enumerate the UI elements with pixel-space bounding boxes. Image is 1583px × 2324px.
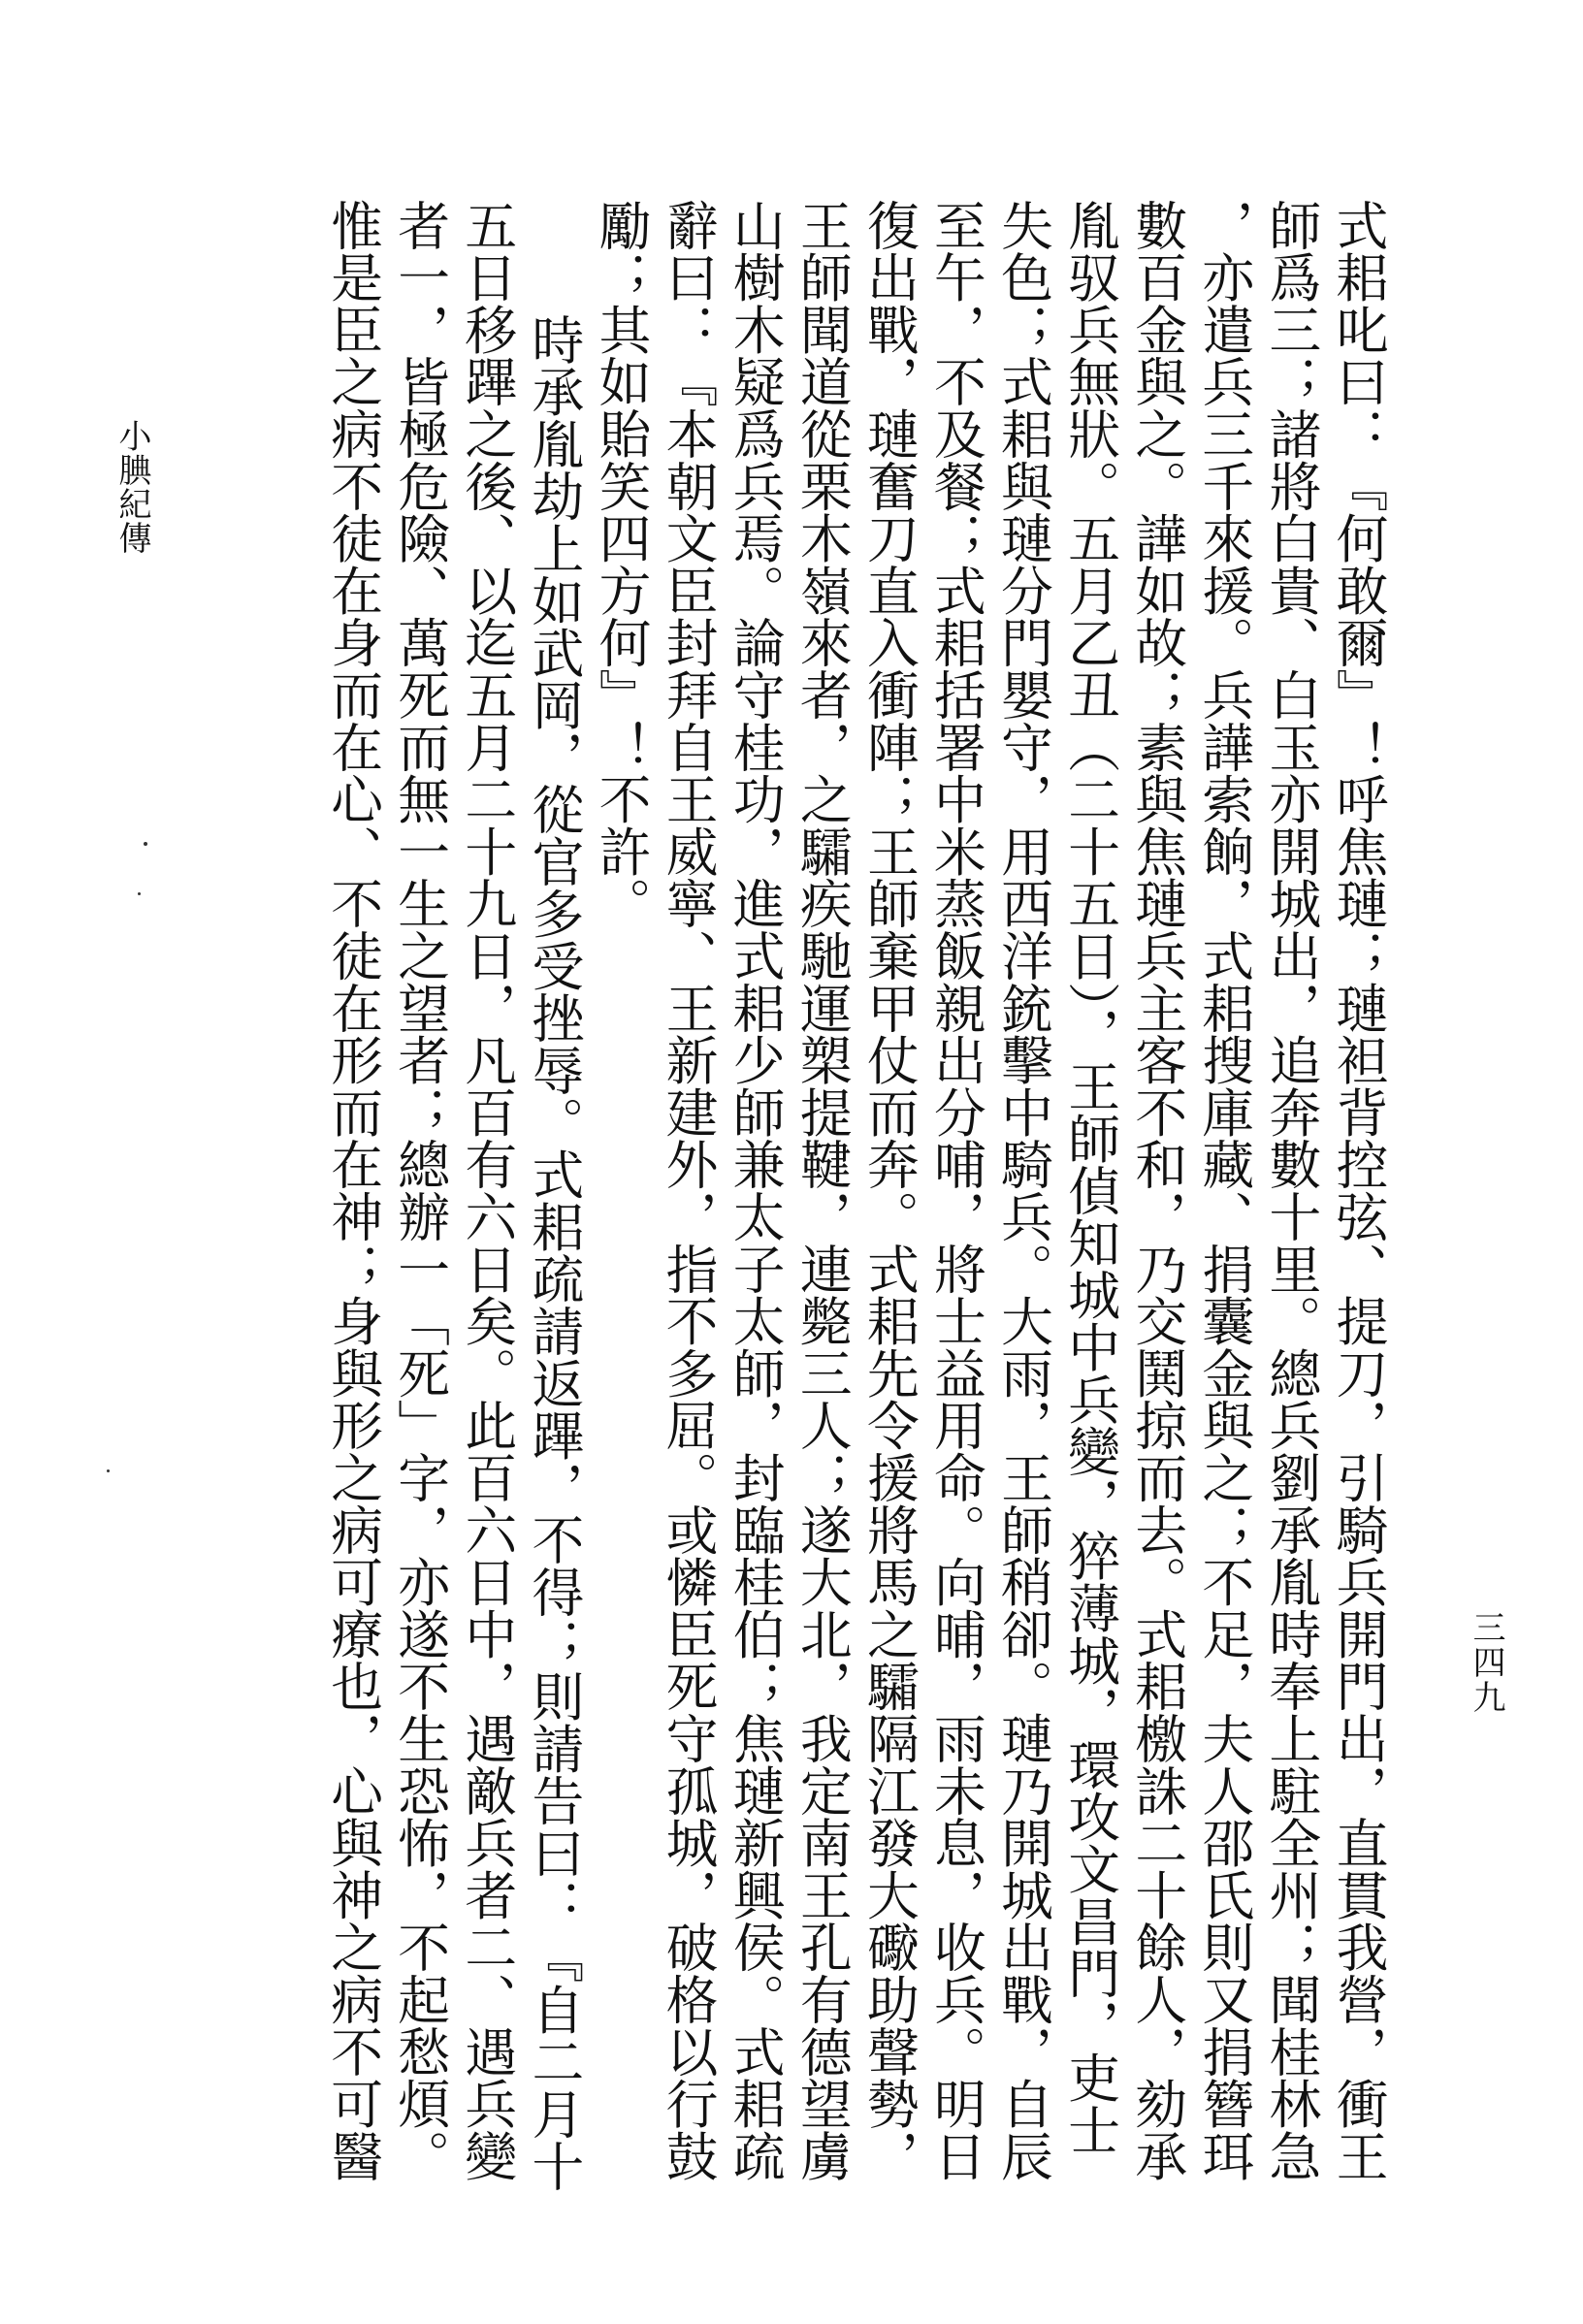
text-column-3: ，亦遣兵三千來援。兵譁索餉，式耜搜庫藏、捐囊金與之；不足，夫人邵氏則又捐簪珥 bbox=[1193, 199, 1255, 2182]
text-column-2: 師爲三；諸將白貴、白玉亦開城出，追奔數十里。總兵劉承胤時奉上駐全州；聞桂林急 bbox=[1260, 199, 1322, 2182]
text-column-13-paragraph-start: 時承胤劫上如武岡，從官多受挫辱。式耜疏請返蹕，不得；則請告曰：『自二月十 bbox=[523, 313, 585, 2193]
text-column-11: 辭曰：『本朝文臣封拜自王威寧、王新建外，指不多屈。或憐臣死守孤城，破格以行鼓 bbox=[658, 199, 720, 2182]
main-text-block bbox=[322, 199, 1389, 2193]
running-title: 小腆紀傳 bbox=[113, 419, 151, 555]
text-column-10: 山樹木疑爲兵焉。論守桂功，進式耜少師兼太子太師，封臨桂伯；焦璉新興侯。式耜疏 bbox=[725, 199, 787, 2182]
text-column-9: 王師聞道從栗木嶺來者，之驦疾馳運槊提鞬，連斃三人；遂大北，我定南王孔有德望虜 bbox=[792, 199, 854, 2182]
page-number: 三四九 bbox=[1467, 1610, 1505, 1715]
text-column-8: 復出戰，璉奮刀直入衝陣；王師棄甲仗而奔。式耜先令援將馬之驦隔江發大礮助聲勢， bbox=[858, 199, 921, 2182]
text-column-5: 胤驭兵無狀。五月乙丑（二十五日），王師偵知城中兵變，猝薄城，環攻文昌門，吏士 bbox=[1059, 199, 1121, 2156]
print-speck bbox=[144, 842, 147, 846]
text-column-6: 失色；式耜與璉分門嬰守，用西洋銃擊中騎兵。大雨，王師稍卻。璉乃開城出戰，自辰 bbox=[992, 199, 1054, 2182]
text-column-16: 惟是臣之病不徒在身而在心、不徒在形而在神；身與形之病可療也，心與神之病不可醫 bbox=[322, 199, 384, 2182]
text-column-4: 數百金與之。譁如故；素與焦璉兵主客不和，乃交鬨掠而去。式耜檄誅二十餘人，劾承 bbox=[1126, 199, 1188, 2182]
text-column-14: 五日移蹕之後、以迄五月二十九日，凡百有六日矣。此百六日中，遇敵兵者二、遇兵變 bbox=[456, 199, 518, 2182]
print-speck bbox=[138, 892, 141, 895]
text-column-12: 勵；其如貽笑四方何』！不許。 bbox=[590, 199, 652, 930]
print-speck bbox=[107, 1469, 110, 1472]
text-column-7: 至午，不及餐；式耜括署中米蒸飯親出分哺，將士益用命。向晡，雨未息，收兵。明日 bbox=[925, 199, 987, 2182]
text-column-15: 者一，皆極危險、萬死而無一生之望者；總辦一「死」字，亦遂不生恐怖，不起愁煩。 bbox=[389, 199, 451, 2182]
text-column-1: 式耜叱曰：『何敢爾』！呼焦璉；璉袒背控弦、提刀，引騎兵開門出，直貫我營，衝王 bbox=[1328, 199, 1389, 2182]
